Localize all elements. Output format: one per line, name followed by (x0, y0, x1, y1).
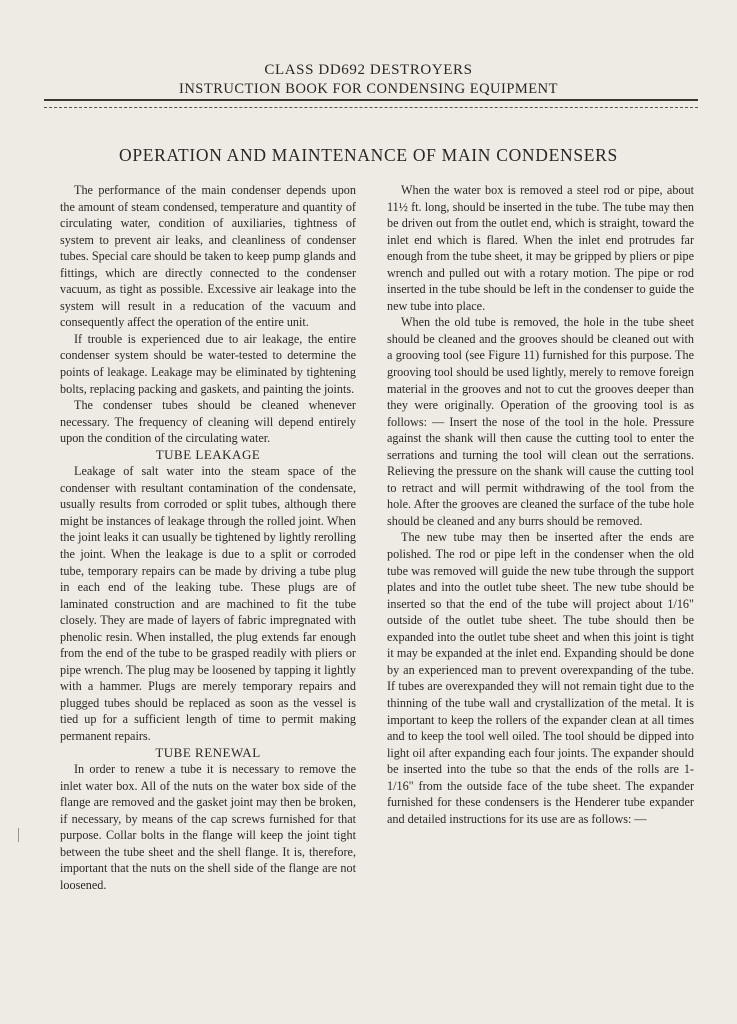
right-column (387, 182, 694, 827)
paragraph: When the water box is removed a steel rod or pipe, about 11½ ft. long, should be inserted in the tube. The tube may then be driven out from the outlet end, which is straight, toward the inlet end which is flared. When the inlet end protrudes far enough from the tube sheet, it may be gripped by pliers or pipe wrench and pulled out with a rotary motion. The pipe or rod inserted in the tube should be left in the condenser to guide the new tube into place. (387, 183, 694, 313)
header-class-line: CLASS DD692 DESTROYERS (264, 62, 473, 78)
section-heading-tube-leakage: TUBE LEAKAGE (155, 446, 261, 462)
page-title: OPERATION AND MAINTENANCE OF MAIN CONDENSERS (119, 145, 618, 165)
section-heading-tube-renewal: TUBE RENEWAL (155, 744, 261, 760)
header-book-line: INSTRUCTION BOOK FOR CONDENSING EQUIPMENT (179, 81, 558, 97)
header-rule (44, 99, 698, 108)
paragraph: In order to renew a tube it is necessary to remove the inlet water box. All of the nuts on the water box side of the flange are removed and the gasket joint may then be broken, if necessary, by means of the cap screws furnished for that purpose. Collar bolts in the flange will keep the joint tight between the tube sheet and the shell flange. It is, therefore, important that the nuts on the shell side of the flange are not loosened. (60, 762, 356, 892)
paragraph: The performance of the main condenser depends upon the amount of steam condensed, temperature and quantity of circulating water, condition of auxiliaries, tightness of system to prevent air leaks, and cleanliness of condenser tubes. Special care should be taken to keep pump glands and fittings, which are directly connected to the condenser vacuum, as tight as possible. Excessive air leakage into the system will result in a reducation of the vacuum and consequently affect the operation of the entire unit. (60, 183, 356, 330)
margin-mark (18, 828, 19, 842)
left-column (60, 182, 356, 893)
paragraph: When the old tube is removed, the hole in the tube sheet should be cleaned and the grooves should be cleaned out with a grooving tool (see Figure 11) furnished for this purpose. The grooving tool should be used lightly, merely to remove foreign material in the grooves and not to cut the grooves deeper than they were originally. Operation of the grooving tool is as follows: — Insert the nose of the tool in the hole. Pressure against the shank will then cause the cutting tool to enter the serrations and turning the tool will clean out the serrations. Relieving the pressure on the shank will cause the cutting tool to retract and will permit withdrawing of the tool from the hole. After the grooves are cleaned the surface of the tube hole should be cleaned and any burrs should be removed. (387, 315, 694, 528)
paragraph: If trouble is experienced due to air leakage, the entire condenser system should be water-tested to determine the points of leakage. Leakage may be eliminated by tightening bolts, replacing packing and gaskets, and painting the joints. (60, 331, 356, 396)
paragraph: Leakage of salt water into the steam space of the condenser with resultant contamination of the condensate, usually results from corroded or split tubes, although there might be instances of leakage through the rolled joint. When the joint leaks it can usually be tightened by lightly rerolling the joint. When the leakage is due to a split or corroded tube, temporary repairs can be made by driving a tube plug in each end of the leaking tube. These plugs are of laminated construction and are machined to fit the tube closely. They are made of layers of fabric impregnated with phenolic resin. When installed, the plug extends far enough from the end of the tube to be grasped readily with pliers or pipe wrench. The plug may be loosened by tapping it lightly with a hammer. Plugs are merely temporary repairs and plugged tubes should be replaced as soon as the vessel is tied up for a sufficient length of time to permit making permanent repairs. (60, 464, 356, 743)
paragraph: The new tube may then be inserted after the ends are polished. The rod or pipe left in the condenser when the old tube was removed will guide the new tube through the support plates and into the outlet tube sheet. The new tube should be inserted so that the end of the tube will project about 1/16" outside of the outlet tube sheet. The tube should then be expanded into the outlet tube sheet and when this joint is tight it may be expanded at the inlet end. Expanding should be done by an experienced man to prevent overexpanding of the tube. If tubes are overexpanded they will not remain tight due to the thinning of the tube wall and crystallization of the metal. It is important to keep the rollers of the expander clean at all times and to keep the tool well oiled. The tool should be dipped into light oil after expanding each four joints. The expander should be inserted into the tube so that the ends of the rolls are 1-1/16" from the outside face of the tube sheet. The expander furnished for these condensers is the Henderer tube expander and detailed instructions for its use are as follows: — (387, 530, 694, 826)
paragraph: The condenser tubes should be cleaned whenever necessary. The frequency of cleaning will depend entirely upon the condition of the circulating water. (60, 398, 356, 446)
